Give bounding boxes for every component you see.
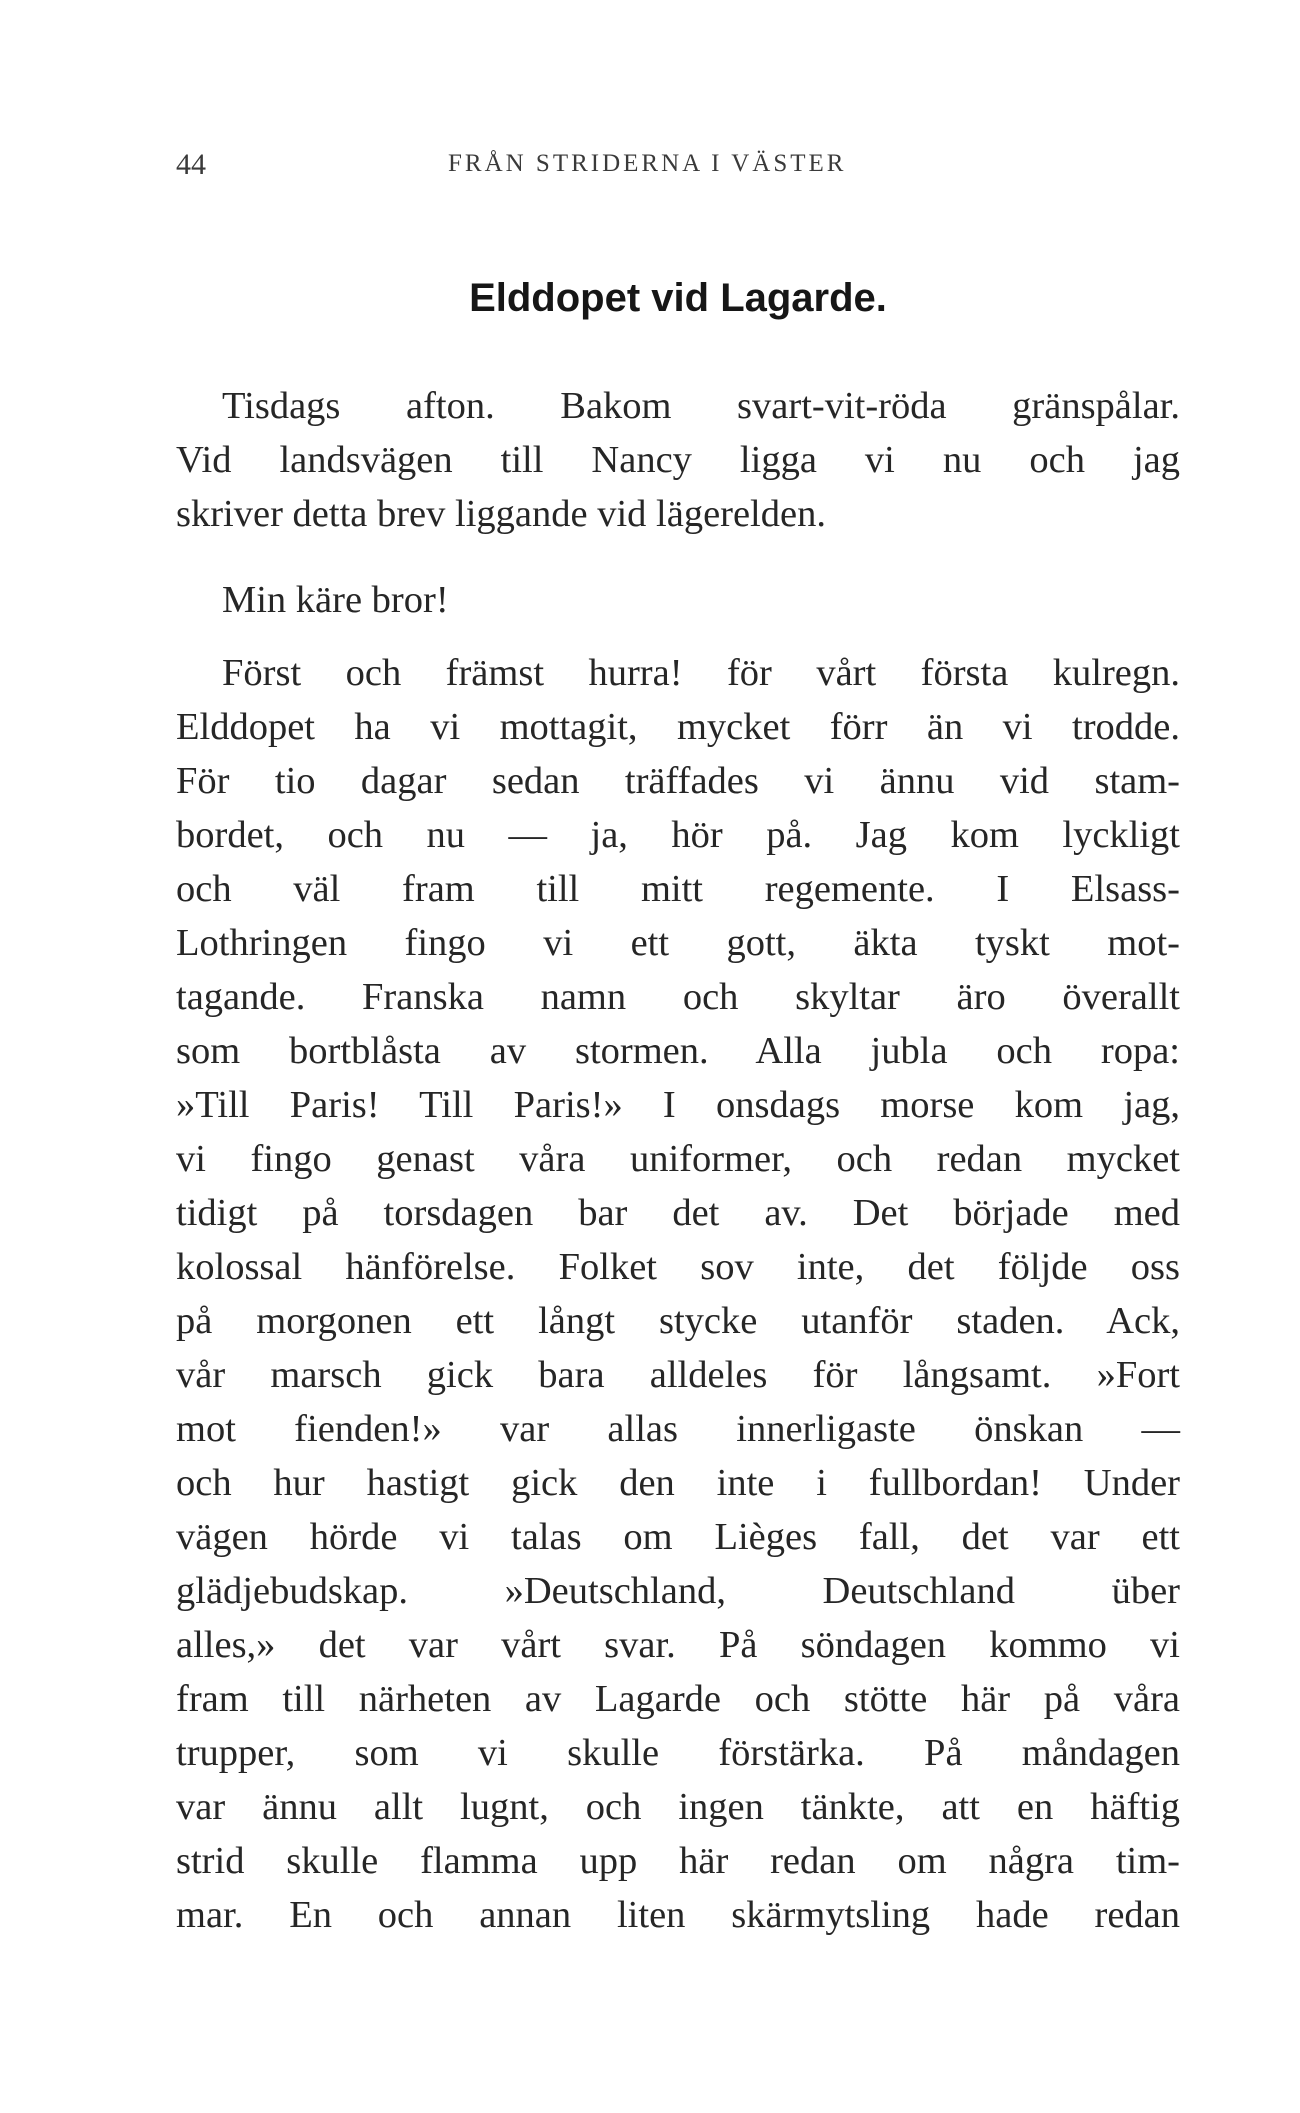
body-line: bordet, och nu — ja, hör på. Jag kom lyckligt: [176, 814, 1180, 856]
body-line: och väl fram till mitt regemente. I Elsass-: [176, 868, 1180, 910]
body-line: fram till närheten av Lagarde och stötte här på våra: [176, 1678, 1180, 1720]
body-line: Först och främst hurra! för vårt första kulregn.: [222, 652, 1180, 694]
body-line: kolossal hänförelse. Folket sov inte, det följde oss: [176, 1246, 1180, 1288]
body-line: strid skulle flamma upp här redan om några tim-: [176, 1840, 1180, 1882]
body-line: trupper, som vi skulle förstärka. På måndagen: [176, 1732, 1180, 1774]
body-line: var ännu allt lugnt, och ingen tänkte, att en häftig: [176, 1786, 1180, 1828]
page-number: 44: [176, 148, 206, 181]
body-line: »Till Paris! Till Paris!» I onsdags morse kom jag,: [176, 1084, 1180, 1126]
intro-line: Vid landsvägen till Nancy ligga vi nu och jag: [176, 439, 1180, 481]
body-line: glädjebudskap. »Deutschland, Deutschland über: [176, 1570, 1180, 1612]
body-line: och hur hastigt gick den inte i fullbordan! Under: [176, 1462, 1180, 1504]
body-line: tagande. Franska namn och skyltar äro överallt: [176, 976, 1180, 1018]
body-line: vägen hörde vi talas om Lièges fall, det var ett: [176, 1516, 1180, 1558]
body-line: Elddopet ha vi mottagit, mycket förr än vi trodde.: [176, 706, 1180, 748]
running-head: [176, 148, 912, 182]
intro-line: skriver detta brev liggande vid lägerelden.: [176, 493, 826, 535]
body-line: För tio dagar sedan träffades vi ännu vid stam-: [176, 760, 1180, 802]
running-title: FRÅN STRIDERNA I VÄSTER: [448, 150, 847, 177]
body-line: vår marsch gick bara alldeles för långsamt. »Fort: [176, 1354, 1180, 1396]
body-line: mot fienden!» var allas innerligaste önskan —: [176, 1408, 1180, 1450]
chapter-heading: Elddopet vid Lagarde.: [469, 276, 887, 320]
intro-line: Tisdags afton. Bakom svart-vit-röda gränspålar.: [222, 385, 1180, 427]
body-line: Lothringen fingo vi ett gott, äkta tyskt mot-: [176, 922, 1180, 964]
body-line: tidigt på torsdagen bar det av. Det började med: [176, 1192, 1180, 1234]
body-line: som bortblåsta av stormen. Alla jubla och ropa:: [176, 1030, 1180, 1072]
body-line: alles,» det var vårt svar. På söndagen kommo vi: [176, 1624, 1180, 1666]
body-line: mar. En och annan liten skärmytsling hade redan: [176, 1894, 1180, 1936]
body-line: på morgonen ett långt stycke utanför staden. Ack,: [176, 1300, 1180, 1342]
salutation: Min käre bror!: [222, 579, 449, 621]
body-line: vi fingo genast våra uniformer, och redan mycket: [176, 1138, 1180, 1180]
